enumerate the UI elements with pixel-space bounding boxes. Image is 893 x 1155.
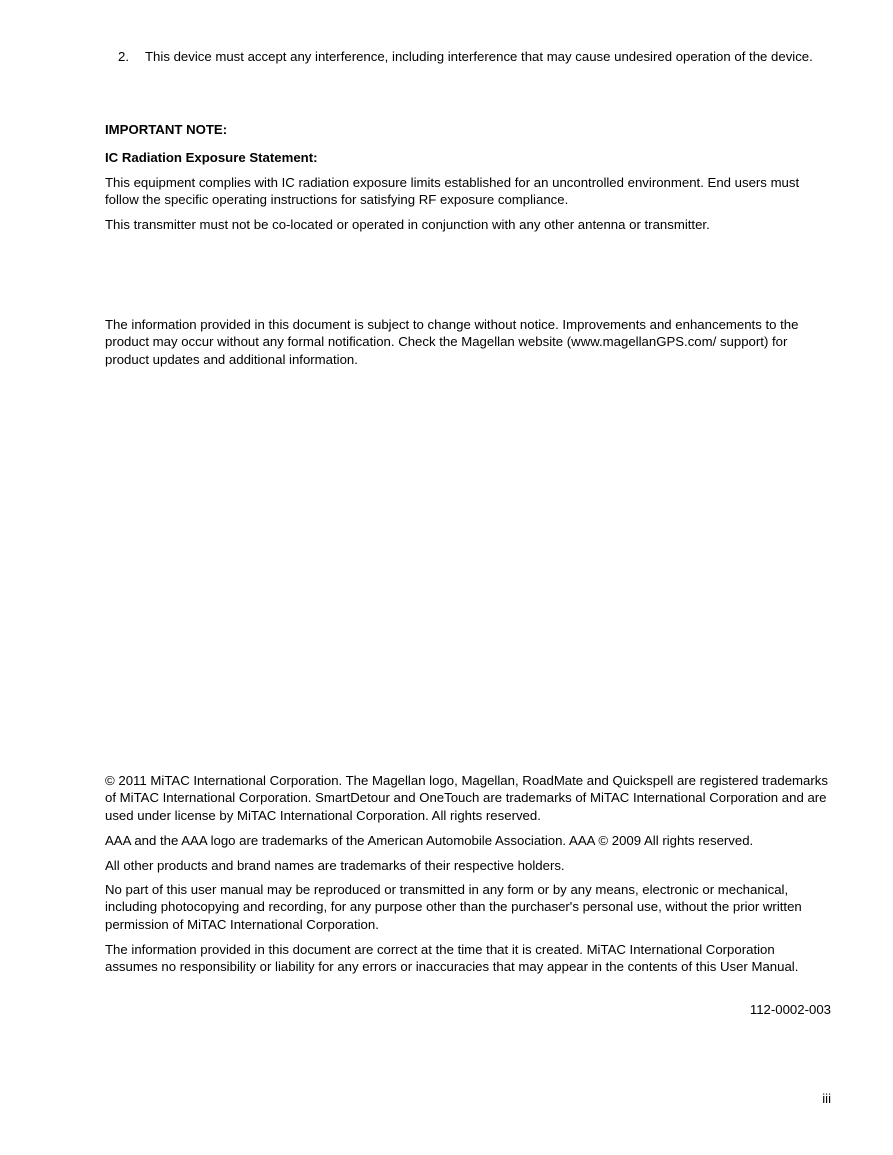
page-number: iii [822, 1091, 831, 1106]
info-paragraph: The information provided in this document is subject to change without notice. Improvements and enhancements to the product may occur without any formal notification. Check the Magellan website (www.magellanGPS.com/ support) for product updates and additional information. [105, 317, 799, 367]
important-note-heading: IMPORTANT NOTE: [105, 122, 228, 137]
copyright-paragraph: © 2011 MiTAC International Corporation. The Magellan logo, Magellan, RoadMate and Quickspell are registered trademarks of MiTAC International Corporation. SmartDetour and OneTouch are trademarks of MiTAC International Corporation and are used under license by MiTAC International Corporation. All rights reserved. [105, 773, 828, 823]
ic-statement-heading: IC Radiation Exposure Statement: [105, 150, 318, 165]
document-number: 112-0002-003 [749, 1002, 831, 1017]
reproduction-paragraph: No part of this user manual may be reproduced or transmitted in any form or by any means, electronic or mechanical, including photocopying and recording, for any purpose other than the purchaser's personal use, without the prior written permission of MiTAC International Corporation. [105, 882, 802, 932]
list-text: This device must accept any interference, including interference that may cause undesired operation of the device. [145, 49, 813, 64]
liability-paragraph: The information provided in this document are correct at the time that it is created. MiTAC International Corporation assumes no responsibility or liability for any errors or inaccuracies that may appear in the contents of this User Manual. [105, 942, 799, 975]
list-item-2 [118, 48, 831, 65]
ic-paragraph-1: This equipment complies with IC radiation exposure limits established for an uncontrolled environment. End users must follow the specific operating instructions for satisfying RF exposure compliance. [105, 175, 800, 208]
aaa-trademark-paragraph: AAA and the AAA logo are trademarks of the American Automobile Association. AAA © 2009 All rights reserved. [105, 833, 754, 848]
ic-paragraph-2: This transmitter must not be co-located or operated in conjunction with any other antenna or transmitter. [105, 217, 710, 232]
list-number: 2. [118, 49, 129, 64]
other-trademarks-paragraph: All other products and brand names are trademarks of their respective holders. [105, 858, 565, 873]
